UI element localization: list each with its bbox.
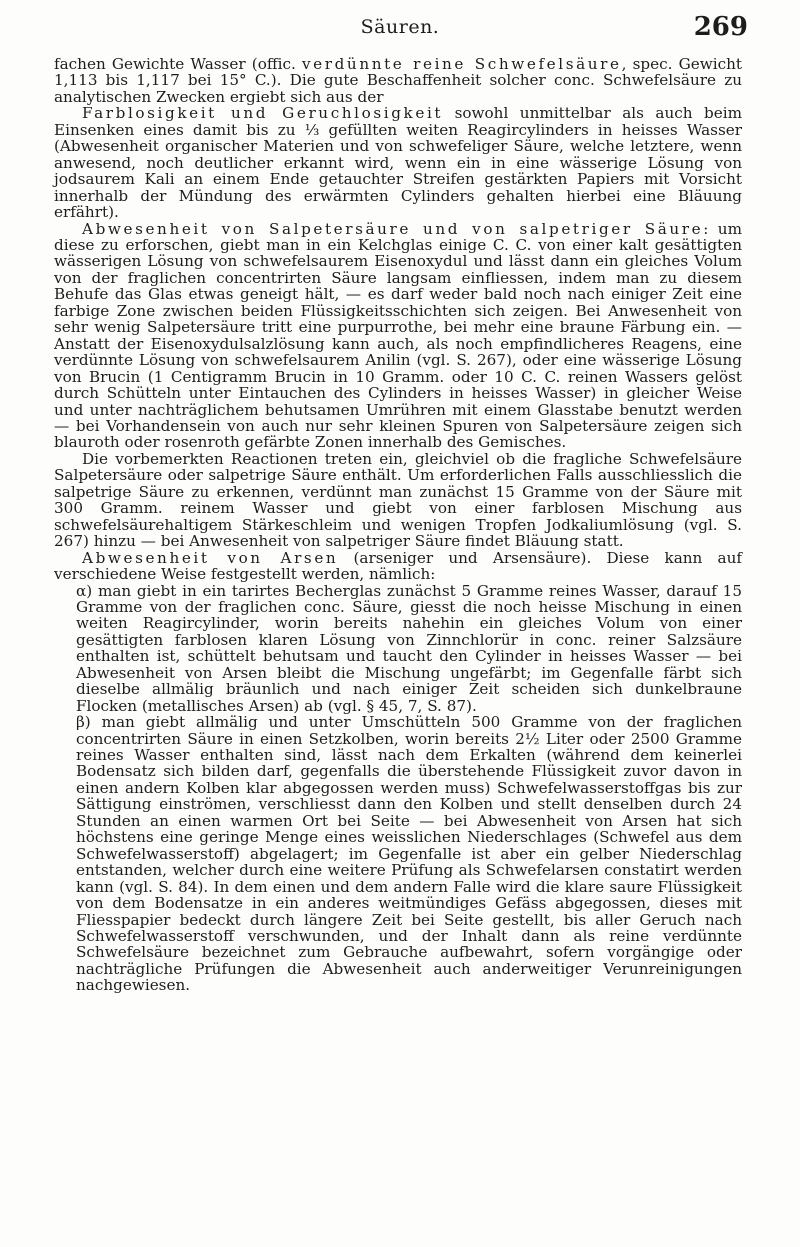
page-number: 269 — [693, 12, 748, 42]
paragraph — [54, 221, 742, 451]
paragraph — [54, 451, 742, 550]
text-run: sowohl unmittelbar als auch beim Einsenken eines damit bis zu ⅓ gefüllten weiten Reagircylinders in heisses Wasser (Abwesenheit organischer Materien und von schwefeliger Säure, welche letztere, wenn anwesend, noch deutlicher erkannt wird, wenn ein in eine wässerige Lösung von jodsaurem Kali an einem Ende getauchter Streifen gestärkten Papiers mit Vorsicht innerhalb der Mündung des erwärmten Cylinders gehalten hierbei eine Bläuung erfährt). — [54, 104, 742, 222]
text-run: α) man giebt in ein tarirtes Becherglas zunächst 5 Gramme reines Wasser, darauf 15 Gramme von der fraglichen conc. Säure, giesst die noch heisse Mischung in einen weiten Reagircylinder, worin bereits nahehin ein gleiches Volum von einer gesättigten farblosen klaren Lösung von Zinnchlorür in conc. reiner Salzsäure enthalten ist, schüttelt behutsam und taucht den Cylinder in heisses Wasser — bei Abwesenheit von Arsen bleibt die Mischung ungefärbt; im Gegenfalle färbt sich dieselbe allmälig bräunlich und nach einiger Zeit scheiden sich dunkelbraune Flocken (metallisches Arsen) ab (vgl. § 45, 7, S. 87). — [76, 581, 742, 715]
paragraph — [54, 714, 742, 994]
text-run: fachen Gewichte Wasser (offic. — [54, 55, 302, 73]
paragraph — [54, 583, 742, 715]
text-run: : um diese zu erforschen, giebt man in ein Kelchglas einige C. C. von einer kalt gesättigten wässerigen Lösung von schwefelsaurem Eisenoxydul und lässt dann ein gleiches Volum von der fraglichen concentrirten Säure langsam einfliessen, indem man zu diesem Behufe das Glas etwas geneigt hält, — es darf weder bald noch nach einiger Zeit eine farbige Zone zwischen beiden Flüssigkeitsschichten sich zeigen. Bei Anwesenheit von sehr wenig Salpetersäure tritt eine purpurrothe, bei mehr eine braune Färbung ein. — Anstatt der Eisenoxydulsalzlösung kann auch, als noch empfindlicheres Reagens, eine verdünnte Lösung von schwefelsaurem Anilin (vgl. S. 267), oder eine wässerige Lösung von Brucin (1 Centigramm Brucin in 10 Gramm. oder 10 C. C. reinen Wassers gelöst durch Schütteln unter Eintauchen des Cylinders in heisses Wasser) in gleicher Weise und unter nachträglichem behutsamen Umrühren mit einem Glasstabe benutzt werden — bei Vorhandensein von auch nur sehr kleinen Spuren von Salpetersäure zeigen sich blauroth oder rosenroth gefärbte Zonen innerhalb des Gemisches. — [54, 219, 742, 452]
paragraph — [54, 56, 742, 105]
paragraph — [54, 550, 742, 583]
text-run: , spec. Gewicht 1,113 bis 1,117 bei 15° C.). Die gute Beschaffenheit solcher conc. Schwefelsäure zu analytischen Zwecken ergiebt sich aus der — [54, 55, 742, 106]
spaced-heading-text: Abwesenheit von Salpetersäure und von salpetriger Säure — [82, 219, 704, 238]
text-run: β) man giebt allmälig und unter Umschütteln 500 Gramme von der fraglichen concentrirten Säure in einen Setzkolben, worin bereits 2½ Liter oder 2500 Gramme reines Wasser enthalten sind, lässt nach dem Erkalten (während dem keinerlei Bodensatz sich bilden darf, gegenfalls die überstehende Flüssigkeit zuvor davon in einen andern Kolben klar abgegossen werden muss) Schwefelwasserstoffgas bis zur Sättigung einströmen, verschliesst dann den Kolben und stellt denselben durch 24 Stunden an einen warmen Ort bei Seite — bei Abwesenheit von Arsen hat sich höchstens eine geringe Menge eines weisslichen Niederschlages (Schwefel aus dem Schwefelwasserstoff) abgelagert; im Gegenfalle ist aber ein gelber Niederschlag entstanden, welcher durch eine weitere Prüfung als Schwefelarsen constatirt werden kann (vgl. S. 84). In dem einen und dem andern Falle wird die klare saure Flüssigkeit von dem Bodensatze in ein anderes weitmündiges Gefäss abgegossen, dieses mit Fliesspapier bedeckt durch längere Zeit bei Seite gestellt, bis aller Geruch nach Schwefelwasserstoff verschwunden, und der Inhalt dann als reine verdünnte Schwefelsäure bezeichnet zum Gebrauche aufbewahrt, sofern vorgängige oder nachträgliche Prüfungen die Abwesenheit auch anderweitiger Verunreinigungen nachgewiesen. — [76, 713, 742, 995]
text-run: Die vorbemerkten Reactionen treten ein, gleichviel ob die fragliche Schwefelsäure Salpetersäure oder salpetrige Säure enthält. Um erforderlichen Falls ausschliesslich die salpetrige Säure zu erkennen, verdünnt man zunächst 15 Gramme von der Säure mit 300 Gramm. reinem Wasser und giebt von einer farblosen Mischung aus schwefelsäurehaltigem Stärkeschleim und wenigen Tropfen Jodkaliumlösung (vgl. S. 267) hinzu — bei Anwesenheit von salpetriger Säure findet Bläuung statt. — [54, 449, 742, 551]
text-run: (arseniger und Arsensäure). Diese kann auf verschiedene Weise festgestellt werden, nämlich: — [54, 548, 742, 584]
running-title: Säuren. — [360, 16, 440, 38]
spaced-heading-text: Farblosigkeit und Geruchlosigkeit — [82, 104, 444, 123]
paragraph — [54, 105, 742, 220]
running-header — [0, 12, 800, 46]
body-text — [54, 56, 742, 994]
spaced-heading-text: verdünnte reine Schwefelsäure — [301, 55, 622, 73]
spaced-heading-text: Abwesenheit von Arsen — [82, 548, 339, 567]
